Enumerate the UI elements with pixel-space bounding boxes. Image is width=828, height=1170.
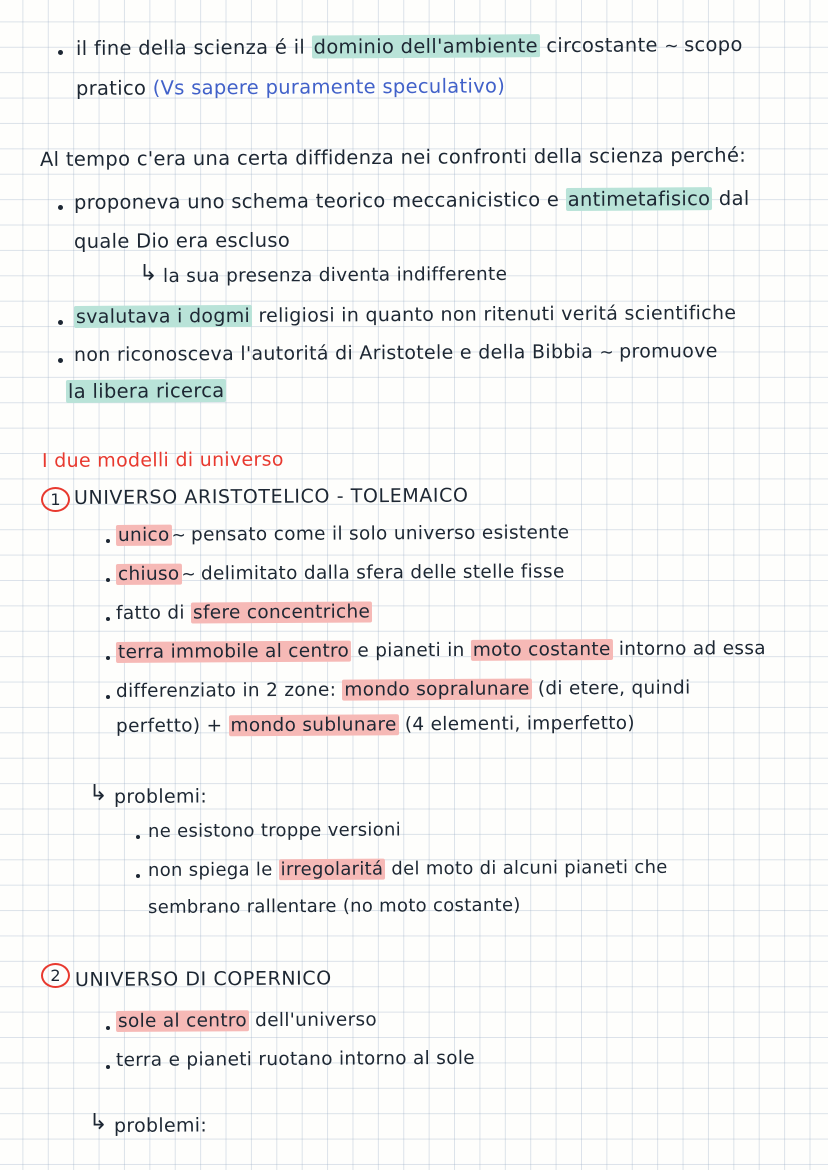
section-heading: I due modelli di universo <box>41 448 284 472</box>
highlighted-text: svalutava i dogmi <box>75 304 251 328</box>
list-number-label: 2 <box>50 966 61 985</box>
list-number-1 <box>41 487 70 512</box>
text-run: fatto di <box>115 602 192 624</box>
bullet-point <box>136 874 140 878</box>
note-line <box>73 186 750 214</box>
bullet-point <box>58 205 63 210</box>
highlighted-text: antimetafisico <box>567 187 711 211</box>
highlighted-text: dominio dell'ambiente <box>313 34 538 59</box>
note-line: quale Dio era escluso <box>73 228 291 253</box>
bullet-point <box>106 656 110 660</box>
bullet-point <box>106 695 110 699</box>
arrow-tilde: ~ <box>181 564 195 585</box>
text-run: del moto di alcuni pianeti che <box>385 856 668 880</box>
text-run: promuove <box>612 340 718 363</box>
note-line: sembrano rallentare (no moto costante) <box>147 894 521 918</box>
text-run: delimitato dalla sfera delle stelle fisse <box>194 561 565 585</box>
text-run: proponeva uno schema teorico meccanicistico e <box>73 187 566 214</box>
note-line: terra e pianeti ruotano intorno al sole <box>115 1047 476 1071</box>
note-line <box>74 342 718 365</box>
problems-label: problemi: <box>113 785 208 808</box>
bullet-point <box>58 320 63 325</box>
model-title: UNIVERSO DI COPERNICO <box>74 967 332 991</box>
highlighted-text: irregolaritá <box>280 858 384 881</box>
bullet-point <box>58 358 63 363</box>
highlighted-text: mondo sublunare <box>230 714 397 737</box>
text-run: differenziato in 2 zone: <box>115 679 343 702</box>
text-run: dal <box>712 186 750 211</box>
text-run: intorno ad essa <box>612 638 766 660</box>
text-run: non riconosceva l'autoritá di Aristotele e della Bibbia <box>73 340 600 366</box>
bullet-point <box>58 50 63 55</box>
highlighted-text: moto costante <box>472 638 611 661</box>
note-subline: la sua presenza diventa indifferente <box>162 263 508 287</box>
note-line <box>115 712 635 737</box>
bullet-point <box>106 1065 110 1069</box>
list-number-label: 1 <box>50 490 61 509</box>
bullet-point <box>106 578 110 582</box>
text-run: circostante <box>539 33 665 58</box>
text-run: pratico <box>75 76 153 100</box>
highlighted-text: mondo sopralunare <box>344 678 530 701</box>
blue-annotation: (Vs sapere puramente speculativo) <box>152 74 506 100</box>
arrow-tilde: ~ <box>664 36 678 57</box>
bullet-point <box>136 835 140 839</box>
highlighted-text: unico <box>117 524 170 546</box>
note-line <box>116 640 766 662</box>
text-run: e pianeti in <box>351 639 471 662</box>
text-run: il fine della scienza é il <box>75 35 312 60</box>
arrow-sub-icon: ↳ <box>89 1110 108 1135</box>
note-line <box>116 679 691 701</box>
highlighted-text: sfere concentriche <box>192 601 371 624</box>
note-line <box>116 603 372 623</box>
note-line <box>74 301 737 328</box>
highlighted-text: chiuso <box>117 563 180 585</box>
note-line: ne esistono troppe versioni <box>147 819 402 842</box>
highlighted-text: terra immobile al centro <box>117 640 350 663</box>
arrow-sub-icon: ↳ <box>139 261 158 286</box>
highlighted-text: sole al centro <box>117 1010 248 1032</box>
bullet-point <box>106 1026 110 1030</box>
text-run: religiosi in quanto non ritenuti veritá scientifiche <box>252 301 737 327</box>
text-run: dell'universo <box>248 1009 378 1032</box>
note-line <box>75 32 743 60</box>
highlighted-text: la libera ricerca <box>67 379 225 403</box>
model-title: UNIVERSO ARISTOTELICO - TOLEMAICO <box>73 484 469 509</box>
arrow-sub-icon: ↳ <box>89 781 108 806</box>
bullet-point <box>106 539 110 543</box>
bullet-point <box>106 617 110 621</box>
text-run: scopo <box>677 32 743 57</box>
note-line <box>66 381 227 401</box>
arrow-tilde: ~ <box>599 342 613 363</box>
note-line <box>116 1011 377 1031</box>
note-paragraph-intro: Al tempo c'era una certa diffidenza nei confronti della scienza perché: <box>39 143 747 171</box>
text-run: (di etere, quindi <box>531 677 691 700</box>
text-run: (4 elementi, imperfetto) <box>398 712 635 736</box>
note-line <box>147 856 668 881</box>
arrow-tilde: ~ <box>171 525 185 546</box>
note-line <box>116 524 569 545</box>
text-run: non spiega le <box>147 859 279 881</box>
list-number-2 <box>41 963 70 988</box>
note-line <box>76 76 505 98</box>
text-run: pensato come il solo universo esistente <box>184 522 570 546</box>
problems-label: problemi: <box>113 1114 208 1137</box>
text-run: perfetto) + <box>115 715 229 737</box>
note-line <box>116 563 565 584</box>
